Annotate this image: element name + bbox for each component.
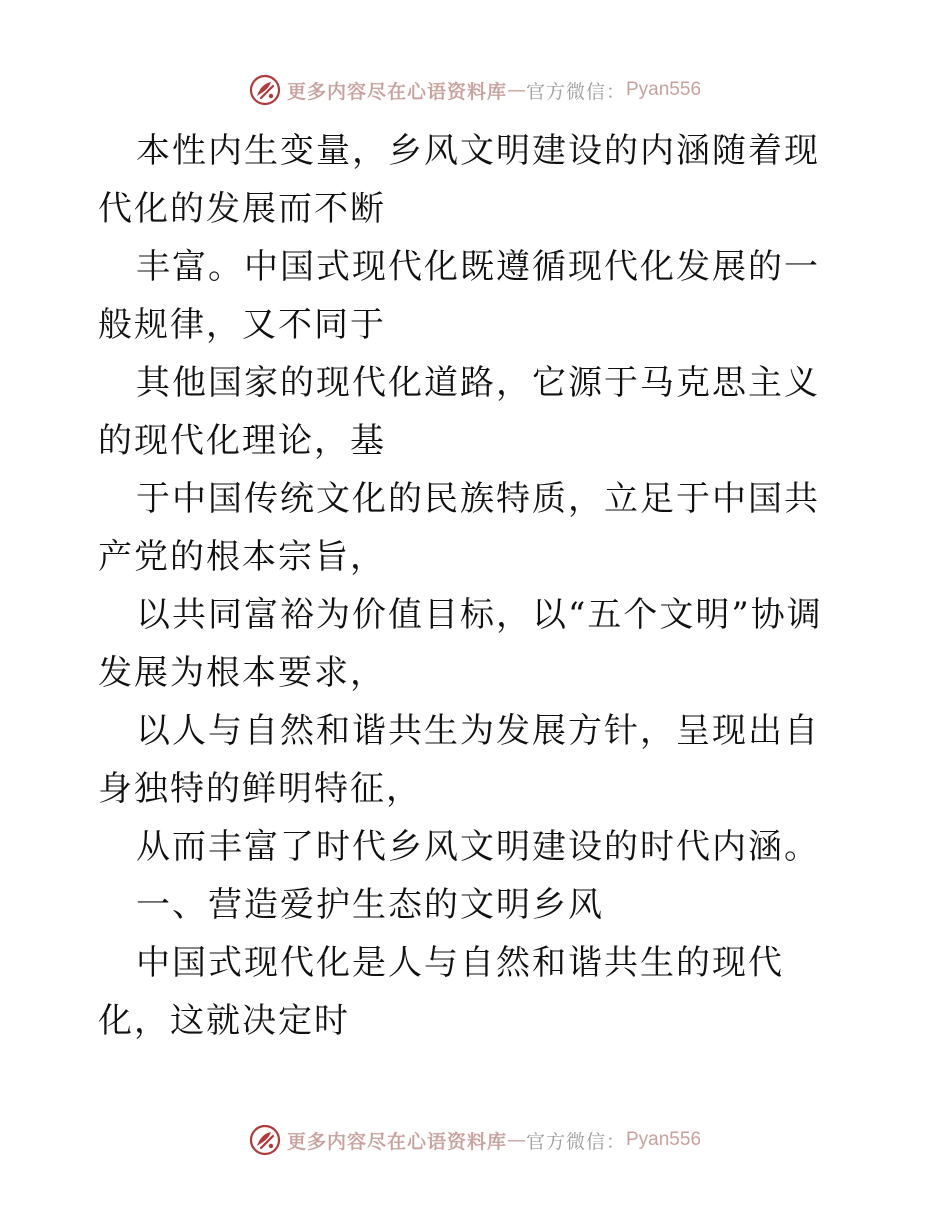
- paragraph-1: 本性内生变量，乡风文明建设的内涵随着现代化的发展而不断: [98, 131, 820, 229]
- watermark-main-text: 更多内容尽在心语资料库: [286, 80, 507, 103]
- watermark-wechat-id: Pyan556: [626, 79, 702, 100]
- watermark-separator: —: [506, 79, 526, 101]
- watermark-wechat-id: Pyan556: [626, 1129, 702, 1150]
- paragraph-5: 以共同富裕为价值目标，以“五个文明”协调发展为根本要求，: [98, 595, 823, 693]
- paragraph-7: 从而丰富了时代乡风文明建设的时代内涵。: [136, 827, 820, 867]
- red-hand-pen-seal-icon: [249, 1124, 281, 1156]
- paragraph-6: 以人与自然和谐共生为发展方针，呈现出自身独特的鲜明特征，: [98, 711, 820, 809]
- document-body: [98, 122, 853, 1050]
- paragraph-2: 丰富。中国式现代化既遵循现代化发展的一般规律，又不同于: [98, 247, 820, 345]
- watermark-main-text: 更多内容尽在心语资料库: [286, 1130, 507, 1153]
- watermark-separator: —: [506, 1129, 526, 1151]
- header-watermark-banner: [0, 70, 950, 110]
- section-heading: 一、营造爱护生态的文明乡风: [136, 885, 604, 925]
- watermark-wechat-label: 官方微信：: [525, 80, 626, 103]
- footer-watermark-banner: [0, 1120, 950, 1160]
- watermark-wechat-label: 官方微信：: [525, 1130, 626, 1153]
- red-hand-pen-seal-icon: [249, 74, 281, 106]
- paragraph-3: 其他国家的现代化道路，它源于马克思主义的现代化理论，基: [98, 363, 820, 461]
- paragraph-4: 于中国传统文化的民族特质，立足于中国共产党的根本宗旨，: [98, 479, 820, 577]
- paragraph-8: 中国式现代化是人与自然和谐共生的现代化，这就决定时: [98, 943, 784, 1041]
